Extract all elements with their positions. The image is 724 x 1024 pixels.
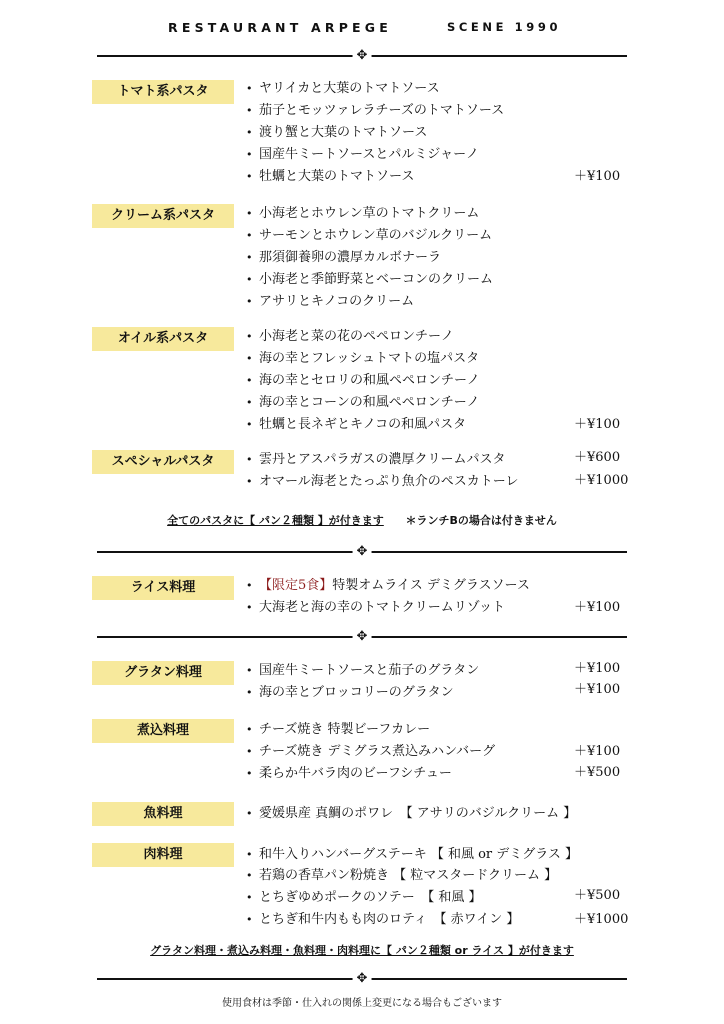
bullet-icon: • (246, 913, 253, 926)
divider-rice-end (97, 631, 627, 643)
category-label: 煮込料理 (92, 719, 234, 743)
menu-item-name: チーズ焼き デミグラス煮込みハンバーグ (259, 744, 496, 759)
ornament-icon: ✥ (353, 542, 372, 562)
menu-item-name: アサリとキノコのクリーム (259, 294, 415, 309)
menu-item (246, 145, 479, 165)
bullet-icon: • (246, 104, 253, 117)
menu-item (246, 167, 414, 187)
menu-item-name: 海の幸とブロッコリーのグラタン (259, 685, 454, 700)
menu-item-name: 小海老と季節野菜とベーコンのクリーム (259, 272, 494, 287)
menu-item-name: ヤリイカと大葉のトマトソース (259, 81, 440, 96)
category-label: ライス料理 (92, 576, 234, 600)
menu-item (246, 720, 430, 740)
menu-item-name: とちぎゆめポークのソテー 【 和風 】 (259, 890, 482, 905)
divider-bottom (97, 973, 627, 985)
pasta-lunch-b-note: ＊ランチBの場合は付きません (405, 514, 557, 527)
footer-disclaimer: 使用食材は季節・仕入れの関係上変更になる場合もございます (222, 998, 502, 1009)
menu-item-name: 小海老と菜の花のペペロンチーノ (259, 329, 454, 344)
menu-item (246, 393, 479, 413)
mains-note (0, 942, 724, 958)
bullet-icon: • (246, 664, 253, 677)
menu-item (246, 866, 557, 886)
menu-item (246, 910, 519, 930)
menu-item (246, 472, 518, 492)
menu-item (246, 292, 414, 312)
restaurant-name: RESTAURANT ARPEGE (168, 20, 393, 35)
menu-item-price: ＋¥100 (574, 661, 621, 676)
menu-item-price: ＋¥100 (574, 169, 621, 184)
menu-item-name: 愛媛県産 真鯛のポワレ 【 アサリのバジルクリーム 】 (259, 806, 577, 821)
ornament-icon: ✥ (353, 627, 372, 647)
menu-item-name: 那須御養卵の濃厚カルボナーラ (259, 250, 442, 265)
menu-item-price: ＋¥100 (574, 744, 621, 759)
menu-item (246, 888, 482, 908)
menu-item (246, 371, 480, 391)
bullet-icon: • (246, 330, 253, 343)
menu-item (246, 270, 493, 290)
menu-item-price: ＋¥100 (574, 417, 621, 432)
menu-item (246, 349, 479, 369)
bullet-icon: • (246, 170, 253, 183)
bullet-icon: • (246, 848, 253, 861)
menu-item (246, 79, 440, 99)
menu-item-name: とちぎ和牛内もも肉のロティ 【 赤ワイン 】 (259, 912, 520, 927)
menu-item-name: 大海老と海の幸のトマトクリームリゾット (259, 600, 505, 615)
menu-item (246, 661, 479, 681)
menu-item-price: ＋¥1000 (574, 912, 629, 927)
category-label: オイル系パスタ (92, 327, 234, 351)
pasta-note (0, 512, 724, 528)
limited-tag: 【限定5食】 (259, 578, 333, 593)
menu-item-price: ＋¥100 (574, 600, 621, 615)
menu-item (246, 845, 578, 865)
pasta-bread-note: 全てのパスタに【 パン２種類 】が付きます (167, 514, 384, 527)
category-label: グラタン料理 (92, 661, 234, 685)
bullet-icon: • (246, 207, 253, 220)
menu-item (246, 764, 452, 784)
menu-item-name: 海の幸とコーンの和風ペペロンチーノ (259, 395, 480, 410)
menu-item (246, 226, 492, 246)
bullet-icon: • (246, 251, 253, 264)
menu-item-price: ＋¥100 (574, 682, 621, 697)
menu-item (246, 683, 454, 703)
bullet-icon: • (246, 807, 253, 820)
menu-item-name: 牡蠣と大葉のトマトソース (259, 169, 415, 184)
menu-item-price: ＋¥1000 (574, 473, 629, 488)
bullet-icon: • (246, 601, 253, 614)
menu-item-name: 和牛入りハンバーグステーキ 【 和風 or デミグラス 】 (259, 847, 579, 862)
bullet-icon: • (246, 352, 253, 365)
category-label: クリーム系パスタ (92, 204, 234, 228)
bullet-icon: • (246, 396, 253, 409)
menu-item-name: 特製オムライス デミグラスソース (332, 578, 530, 593)
menu-item (246, 598, 505, 618)
menu-item-price: ＋¥500 (574, 888, 621, 903)
category-label: 魚料理 (92, 802, 234, 826)
bullet-icon: • (246, 767, 253, 780)
menu-item (246, 248, 441, 268)
bullet-icon: • (246, 126, 253, 139)
menu-item (246, 742, 495, 762)
divider-top (97, 50, 627, 62)
menu-item-name: 国産牛ミートソースとパルミジャーノ (259, 147, 479, 162)
bullet-icon: • (246, 148, 253, 161)
menu-item-name: 牡蠣と長ネギとキノコの和風パスタ (259, 417, 467, 432)
ornament-icon: ✥ (353, 46, 372, 66)
menu-item-name: 国産牛ミートソースと茄子のグラタン (259, 663, 480, 678)
scene-label: SCENE 1990 (447, 20, 562, 34)
mains-sides-note: グラタン料理・煮込み料理・魚料理・肉料理に【 パン２種類 or ライス 】が付きます (150, 944, 574, 957)
bullet-icon: • (246, 295, 253, 308)
bullet-icon: • (246, 579, 253, 592)
menu-item-name: 小海老とホウレン草のトマトクリーム (259, 206, 480, 221)
menu-item (246, 204, 479, 224)
category-label: トマト系パスタ (92, 80, 234, 104)
bullet-icon: • (246, 229, 253, 242)
bullet-icon: • (246, 82, 253, 95)
menu-item-name: サーモンとホウレン草のバジルクリーム (259, 228, 493, 243)
bullet-icon: • (246, 745, 253, 758)
menu-item-name: 柔らか牛バラ肉のビーフシチュー (259, 766, 452, 781)
menu-item-name: 渡り蟹と大葉のトマトソース (259, 125, 428, 140)
ornament-icon: ✥ (353, 969, 372, 989)
divider-pasta-end (97, 546, 627, 558)
bullet-icon: • (246, 418, 253, 431)
category-label: 肉料理 (92, 843, 234, 867)
menu-item (246, 327, 454, 347)
menu-item (246, 123, 427, 143)
menu-item (246, 576, 530, 596)
menu-item-name: 海の幸とフレッシュトマトの塩パスタ (259, 351, 480, 366)
menu-item-name: チーズ焼き 特製ビーフカレー (259, 722, 431, 737)
menu-item (246, 450, 505, 470)
bullet-icon: • (246, 475, 253, 488)
menu-item-name: 海の幸とセロリの和風ペペロンチーノ (259, 373, 480, 388)
bullet-icon: • (246, 686, 253, 699)
bullet-icon: • (246, 453, 253, 466)
menu-item-price: ＋¥600 (574, 450, 621, 465)
menu-item (246, 415, 466, 435)
menu-item-name: 雲丹とアスパラガスの濃厚クリームパスタ (259, 452, 506, 467)
menu-item (246, 804, 576, 824)
menu-item (246, 101, 504, 121)
bullet-icon: • (246, 891, 253, 904)
menu-item-name: オマール海老とたっぷり魚介のペスカトーレ (259, 474, 519, 489)
bullet-icon: • (246, 869, 253, 882)
bullet-icon: • (246, 374, 253, 387)
bullet-icon: • (246, 723, 253, 736)
bullet-icon: • (246, 273, 253, 286)
category-label: スペシャルパスタ (92, 450, 234, 474)
menu-item-price: ＋¥500 (574, 765, 621, 780)
menu-item-name: 若鶏の香草パン粉焼き 【 粒マスタードクリーム 】 (259, 868, 558, 883)
menu-item-name: 茄子とモッツァレラチーズのトマトソース (259, 103, 505, 118)
